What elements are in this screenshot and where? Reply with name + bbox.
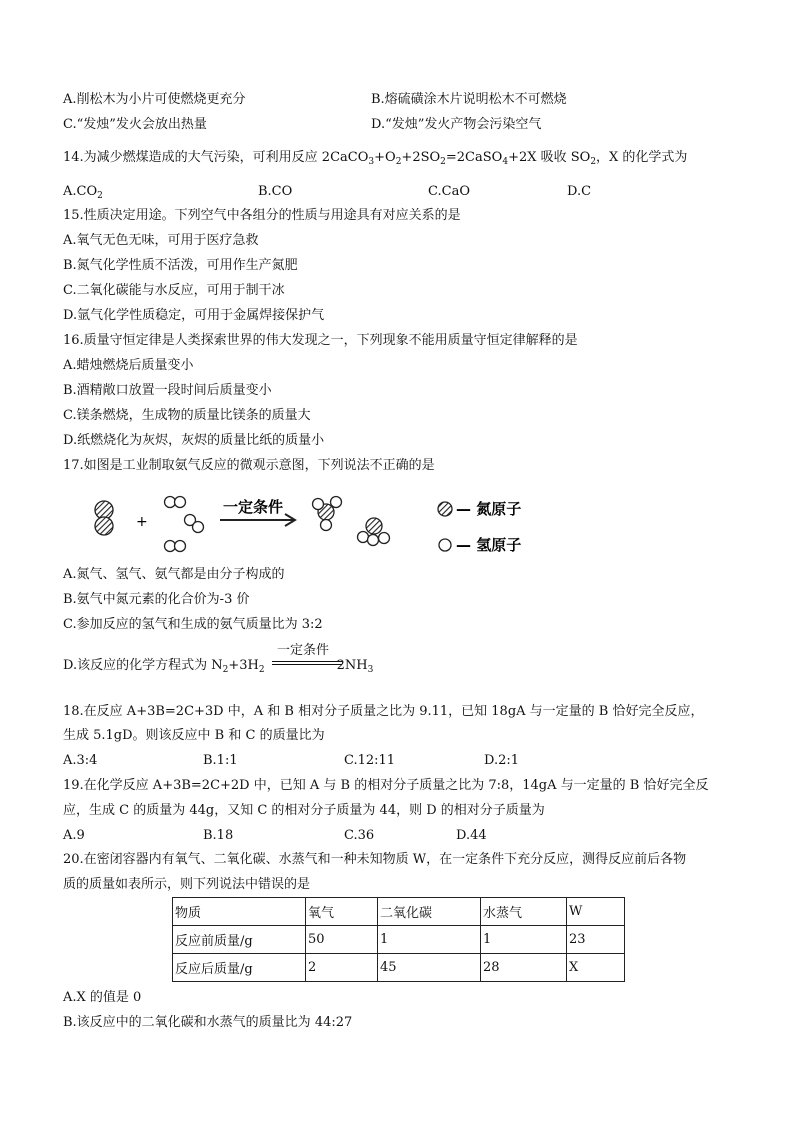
q13-option-c: C.“发烛”发火会放出热量 [63,117,207,132]
q16-option-a: A.蜡烛燃烧后质量变小 [63,358,194,373]
q17-option-c: C.参加反应的氢气和生成的氨气质量比为 3:2 [63,617,323,632]
table-cell: 2 [306,954,378,982]
equation-condition: 一定条件 [277,643,330,658]
q19-option-c: C.36 [344,828,375,843]
q18-stem-line2: 生成 5.1gD。则该反应中 B 和 C 的质量比为 [63,728,325,743]
table-cell: 1 [378,926,481,954]
ammonia-molecule-icon [358,518,390,546]
legend-hydrogen-label: — 氢原子 [456,536,522,554]
q19-option-d: D.44 [456,828,487,843]
table-header-cell: 氧气 [306,898,378,926]
ammonia-molecule-icon [313,497,342,531]
q16-option-c: C.镁条燃烧，生成物的质量比镁条的质量大 [63,408,311,423]
table-cell: 45 [378,954,481,982]
reaction-condition: 一定条件 [223,498,284,516]
hydrogen-atom-icon [439,539,451,551]
q17-stem: 17.如图是工业制取氨气反应的微观示意图，下列说法不正确的是 [63,458,435,473]
q13-option-b: B.熔硫磺涂木片说明松木不可燃烧 [371,92,567,107]
q20-stem-line2: 质的质量如表所示，则下列说法中错误的是 [63,877,311,892]
q15-option-c: C.二氧化碳能与水反应，可用于制干冰 [63,283,285,298]
q18-option-b: B.1:1 [203,753,238,768]
q15-stem: 15.性质决定用途。下列空气中各组分的性质与用途具有对应关系的是 [63,208,461,223]
table-header-row [173,898,625,926]
q18-option-d: D.2:1 [484,753,520,768]
q19-stem-line2: 应，生成 C 的质量为 44g，又知 C 的相对分子质量为 44，则 D 的相对分子质量为 [63,803,545,818]
q19-option-a: A.9 [63,828,85,843]
q15-option-d: D.氩气化学性质稳定，可用于金属焊接保护气 [63,308,325,323]
legend-nitrogen-label: — 氮原子 [456,500,522,518]
q16-option-d: D.纸燃烧化为灰烬，灰烬的质量比纸的质量小 [63,433,325,448]
q18-option-c: C.12:11 [344,753,396,768]
q14-option-a: $A.CO_2$ [63,184,103,201]
q19-option-b: B.18 [203,828,234,843]
hydrogen-molecules-icon [165,497,204,552]
table-cell: 28 [481,954,567,982]
q17-option-b: B.氨气中氮元素的化合价为-3 价 [63,592,250,607]
table-cell: 50 [306,926,378,954]
q20-stem-line1: 20.在密闭容器内有氧气、二氧化碳、水蒸气和一种未知物质 W，在一定条件下充分反应，测得反应前后各物 [63,852,687,867]
q14-option-c: C.CaO [428,184,470,199]
table-header-cell: 水蒸气 [481,898,567,926]
nitrogen-molecule-icon [95,501,113,535]
table-cell: X [567,954,625,982]
table-cell: 1 [481,926,567,954]
q15-option-a: A.氧气无色无味，可用于医疗急救 [63,233,259,248]
equation-equals-line-top [272,661,342,662]
q16-option-b: B.酒精敞口放置一段时间后质量变小 [63,383,272,398]
table-header-cell: 二氧化碳 [378,898,481,926]
equation-equals-line-bottom [272,664,342,665]
q16-stem: 16.质量守恒定律是人类探索世界的伟大发现之一，下列现象不能用质量守恒定律解释的是 [63,333,578,348]
mass-table [172,897,625,982]
table-cell: 反应后质量/g [173,954,306,982]
table-cell: 23 [567,926,625,954]
table-cell: 反应前质量/g [173,926,306,954]
q18-option-a: A.3:4 [63,753,98,768]
q20-option-b: B.该反应中的二氧化碳和水蒸气的质量比为 44:27 [63,1015,353,1030]
q13-option-a: A.削松木为小片可使燃烧更充分 [63,92,246,107]
table-header-cell: 物质 [173,898,306,926]
reaction-diagram [80,480,560,565]
q15-option-b: B.氮气化学性质不活泼，可用作生产氮肥 [63,258,298,273]
q17-option-d: D.该反应的化学方程式为 $N_2+3H_2$ $2NH_3$ [63,658,374,675]
q13-option-d: D.“发烛”发火产物会污染空气 [371,117,542,132]
table-row [173,926,625,954]
q18-stem-line1: 18.在反应 A+3B=2C+3D 中，A 和 B 相对分子质量之比为 9.11，已知 18gA 与一定量的 B 恰好完全反应， [63,704,704,719]
q14-option-d: D.C [567,184,592,199]
q14-option-b: B.CO [258,184,293,199]
table-row [173,954,625,982]
q17-option-a: A.氮气、氢气、氨气都是由分子构成的 [63,567,285,582]
plus-sign: + [136,514,148,530]
q20-option-a: A.X 的值是 0 [63,990,142,1005]
q14-stem: 14.为减少燃煤造成的大气污染，可利用反应 $2CaCO_3+O_2+2SO_2=2CaSO_4+2X$ 吸收 $SO_2$，X 的化学式为 [63,150,688,167]
q19-stem-line1: 19.在化学反应 A+3B=2C+2D 中，已知 A 与 B 的相对分子质量之比为 7:8，14gA 与一定量的 B 恰好完全反 [63,778,709,793]
table-header-cell: W [567,898,625,926]
nitrogen-atom-icon [438,502,452,516]
